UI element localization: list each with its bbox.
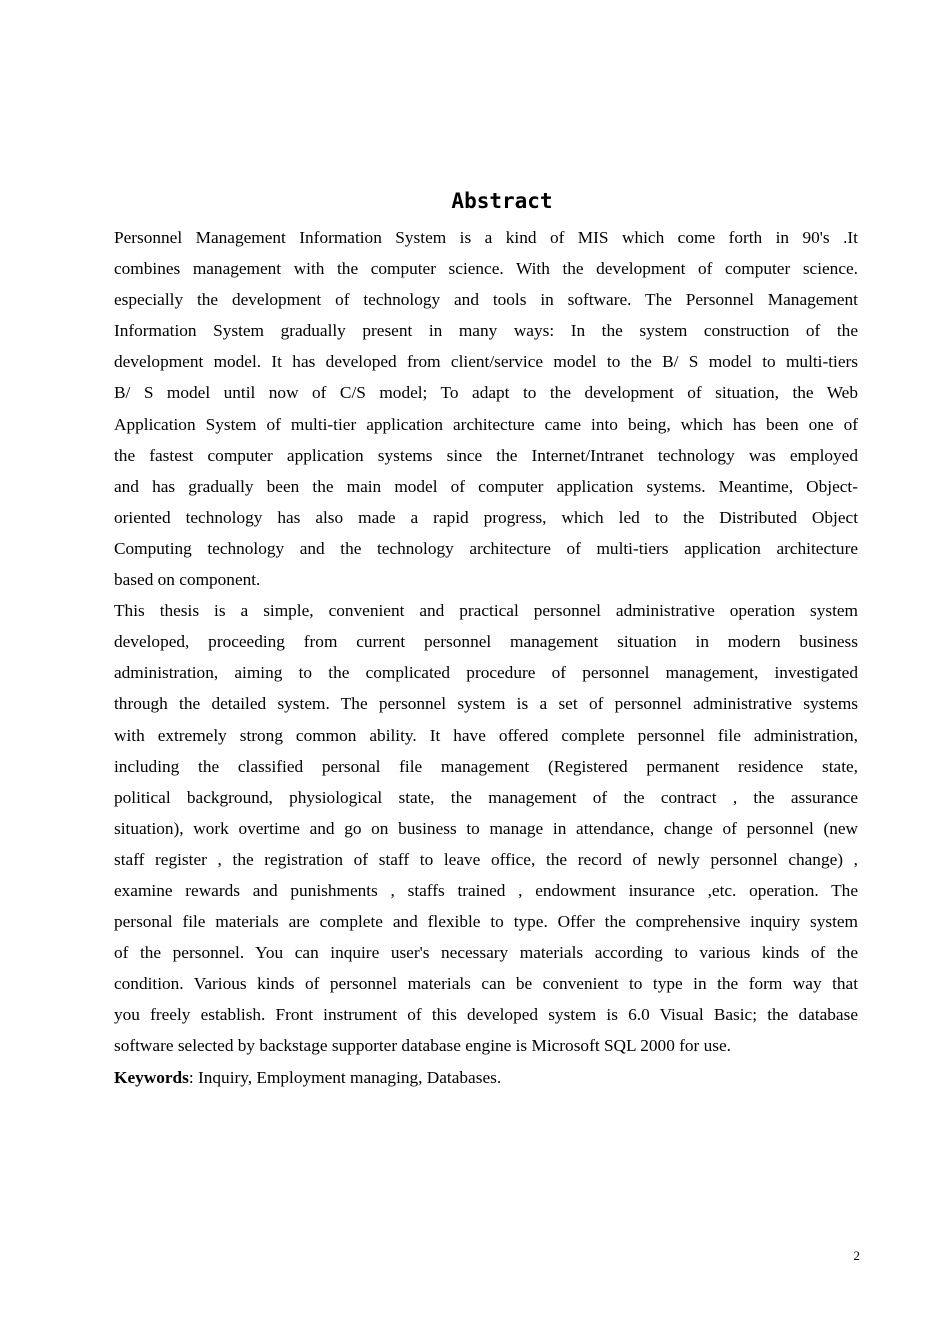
paragraph-1 <box>114 222 858 595</box>
text-line: political background, physiological state, the management of the contract , the assurance <box>114 787 858 807</box>
text-line: B/ S model until now of C/S model; To adapt to the development of situation, the Web <box>114 383 858 403</box>
text-line: administration, aiming to the complicated procedure of personnel management, investigated <box>114 663 858 683</box>
text-line: especially the development of technology and tools in software. The Personnel Management <box>114 290 858 310</box>
text-line: condition. Various kinds of personnel materials can be convenient to type in the form way that <box>114 974 858 994</box>
text-line: software selected by backstage supporter database engine is Microsoft SQL 2000 for use. <box>114 1036 731 1056</box>
text-line: combines management with the computer science. With the development of computer science. <box>114 259 858 279</box>
text-line: of the personnel. You can inquire user's necessary materials according to various kinds of the <box>114 943 858 963</box>
text-line: examine rewards and punishments , staffs trained , endowment insurance ,etc. operation. The <box>114 880 858 900</box>
paragraph-2 <box>114 595 858 1061</box>
text-line: staff register , the registration of staff to leave office, the record of newly personnel change) , <box>114 849 858 869</box>
text-line: you freely establish. Front instrument of this developed system is 6.0 Visual Basic; the database <box>114 1005 858 1025</box>
text-line: including the classified personal file management (Registered permanent residence state, <box>114 756 858 776</box>
page-title: Abstract <box>451 189 553 213</box>
text-line: based on component. <box>114 570 261 590</box>
text-line: Computing technology and the technology architecture of multi-tiers application architecture <box>114 538 858 558</box>
text-line: personal file materials are complete and flexible to type. Offer the comprehensive inquiry system <box>114 912 858 932</box>
text-line: oriented technology has also made a rapid progress, which led to the Distributed Object <box>114 507 858 527</box>
text-line: This thesis is a simple, convenient and practical personnel administrative operation system <box>114 601 858 621</box>
text-line: the fastest computer application systems since the Internet/Intranet technology was employed <box>114 445 858 465</box>
text-line: and has gradually been the main model of computer application systems. Meantime, Object- <box>114 476 858 496</box>
page-number: 2 <box>853 1248 860 1263</box>
text-line: Personnel Management Information System is a kind of MIS which come forth in 90's .It <box>114 228 858 247</box>
abstract-body <box>114 222 858 1093</box>
text-line: Information System gradually present in many ways: In the system construction of the <box>114 321 858 341</box>
text-line: through the detailed system. The personnel system is a set of personnel administrative systems <box>114 694 858 714</box>
text-line: with extremely strong common ability. It have offered complete personnel file administration, <box>114 725 858 745</box>
text-line: Application System of multi-tier application architecture came into being, which has been one of <box>114 414 858 434</box>
text-line: situation), work overtime and go on business to manage in attendance, change of personnel (new <box>114 818 858 838</box>
text-line: developed, proceeding from current personnel management situation in modern business <box>114 632 858 652</box>
keywords-label: Keywords <box>114 1067 189 1087</box>
text-line: development model. It has developed from client/service model to the B/ S model to multi-tiers <box>114 352 858 372</box>
keywords-value: : Inquiry, Employment managing, Databases. <box>188 1067 502 1087</box>
keywords-line <box>114 1062 858 1093</box>
